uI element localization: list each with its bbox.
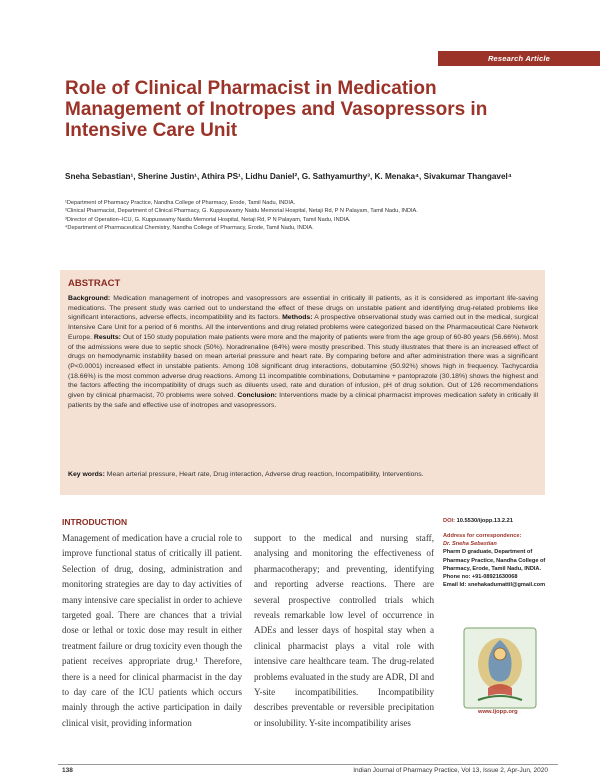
doi-link[interactable]: 10.5530/ijopp.13.2.21	[456, 518, 513, 524]
intro-column-2: support to the medical and nursing staff, analysing and monitoring the effectiveness of pharmacotherapy; and preventing, identifying and reporting adverse reactions. There are several prospective controlled trials which reveals remarkable low level of occurrence in ADEs and lesser days of hospital stay when a clinical pharmacist plays a vital role with intensive care healthcare team. The drug-related problems evaluated in the study are ADR, DI and Y-site incompatibilities. Incompatibility describes preventable or reversible precipitation or insolubility. Y-site incompatibility arises	[254, 533, 434, 728]
correspondence	[443, 532, 558, 589]
email-address[interactable]: snehakadumattil@gmail.com	[467, 582, 546, 589]
correspondence-name: Dr. Sneha Sebastian	[443, 541, 497, 548]
abstract-heading: ABSTRACT	[68, 278, 121, 289]
affiliation-item: ¹Department of Pharmacy Practice, Nandha College of Pharmacy, Erode, Tamil Nadu, INDIA.	[65, 200, 296, 206]
email-label: Email Id:	[443, 582, 467, 589]
doi-label: DOI:	[443, 518, 456, 524]
phone-label: Phone no:	[443, 574, 471, 581]
author-list: Sneha Sebastian¹, Sherine Justin¹, Athira PS¹, Lidhu Daniel², G. Sathyamurthy³, K. Menaka⁴, Sivakumar Thangavel⁴	[65, 172, 512, 181]
keywords	[68, 470, 538, 480]
methods-text: A prospective observational study was carried out in the medical, surgical Intensive Care Unit for a period of 6 months. All the interventions and drug related problems were categorized based on the Pharmaceutical Care Network Europe.	[68, 314, 539, 341]
background-label: Background:	[68, 295, 111, 302]
abstract-box	[60, 270, 545, 495]
keywords-label: Key words:	[68, 471, 105, 478]
affiliation-item: ²Clinical Pharmacist, Department of Clinical Pharmacy, G. Kuppuswamy Naidu Memorial Hospital, Netaji Rd, P N Palayam, Tamil Nadu, INDIA.	[65, 208, 418, 215]
conclusion-label: Conclusion:	[237, 392, 277, 400]
correspondence-address: Pharm D graduate, Department of Pharmacy Practice, Nandha College of Pharmacy, Erode, Tamil Nadu, INDIA.	[443, 549, 546, 572]
background-text: Medication management of inotropes and vasopressors are essential in critically ill patients, as it is considered as important life-saving medications. The present study was carried out to understand the effect of these drugs on unstable patient and identifying drug-related problems like significant interactions, adverse effects, incompatibility and its factors.	[68, 295, 538, 322]
journal-logo	[462, 626, 538, 710]
page-number: 138	[62, 767, 73, 774]
doi	[443, 518, 583, 524]
article-type-tag: Research Article	[438, 51, 600, 66]
phone-number: +91-08921630068	[471, 574, 518, 581]
abstract-text	[68, 294, 538, 411]
journal-url[interactable]: www.ijopp.org	[478, 709, 518, 715]
affiliation-item: ⁴Department of Pharmaceutical Chemistry, Nandha College of Pharmacy, Erode, Tamil Nadu, INDIA.	[65, 224, 314, 231]
affiliation-item: ³Director of Operation–ICU, G. Kuppuswamy Naidu Memorial Hospital, Netaji Rd, P N Palayam, Tamil Nadu, INDIA.	[65, 216, 351, 223]
conclusion-text: Interventions made by a clinical pharmacist improves medication safety in critically ill patients by the safe and effective use of inotropes and vasopressors.	[68, 392, 538, 409]
introduction-heading: INTRODUCTION	[62, 517, 128, 527]
correspondence-heading: Address for correspondence:	[443, 533, 522, 539]
intro-column-1: Management of medication have a crucial role to improve functional status of critically ill patient. Selection of drug, dosing, administration and monitoring strategies are day to day activities of many intensive care specialist in order to achieve targeted goal. There are chances that a trivial dose or lethal or toxic dose may result in either treatment failure or drug toxicity even though the patient receives appropriate drug.¹ Therefore, there is a need for clinical pharmacist in the day to day care of the ICU patients which occurs mainly through the active participation in daily clinical visit, providing information	[62, 533, 242, 728]
affiliations	[65, 199, 555, 232]
article-title: Role of Clinical Pharmacist in Medication Management of Inotropes and Vasopressors in Intensive Care Unit	[65, 78, 488, 141]
results-text: Out of 150 study population male patients were more and the majority of patients were from the age group of 60-80 years (56.66%). Most of the admissions were due to septic shock (50%). Noradrenaline (64%) were mostly prescribed. This study illustrates that there is an increased effect of drugs on hemodynamic instability based on mean arterial pressure and heart rate. By comparing before and after administration there was a significant (P<0.0001) increased effect in unstable patients. Among 108 significant drug interactions, dobutamine (50.92%) shows high in frequency. Tachycardia (18.66%) is the most common adverse drug reactions. Among 11 incompatible combinations, Dobutamine + pantoprazole (30.18%) shows the highest and the factors affecting the incompatibility of drugs such as diluents used, rate and duration of infusion, pH of drug solution. Out of 126 recommendations given by clinical pharmacist, 70 problems were solved.	[68, 333, 539, 400]
footer-divider	[58, 764, 558, 765]
journal-citation: Indian Journal of Pharmacy Practice, Vol 13, Issue 2, Apr-Jun, 2020	[353, 767, 548, 774]
results-label: Results:	[93, 333, 121, 341]
keywords-text: Mean arterial pressure, Heart rate, Drug interaction, Adverse drug reaction, Incompatibility, Interventions.	[106, 471, 424, 478]
methods-label: Methods:	[282, 314, 313, 322]
